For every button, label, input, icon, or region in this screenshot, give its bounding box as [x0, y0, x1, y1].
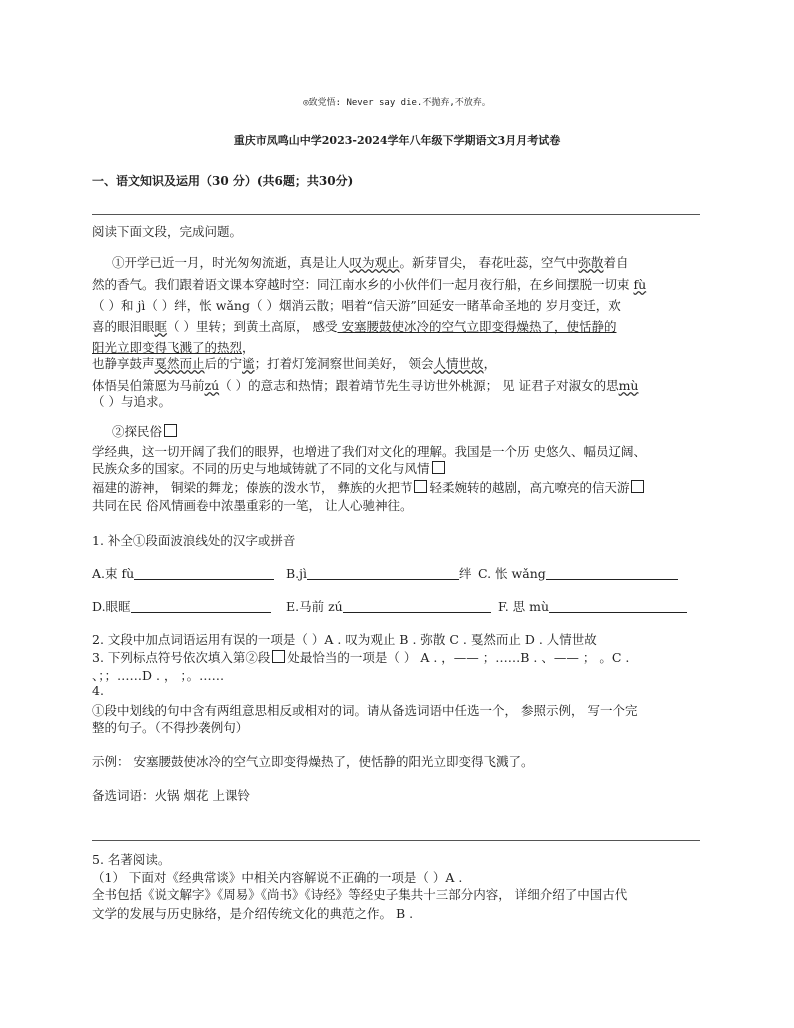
question-5-1: （1） 下面对《经典常谈》中相关内容解说不正确的一项是（ ）A .: [92, 870, 463, 885]
blank-box-2: [432, 461, 445, 474]
blank-box-1: [164, 424, 177, 437]
para1-line8: （ ）与追求。: [92, 394, 171, 409]
para2-head: ②探民俗: [112, 422, 179, 440]
blank-box-3: [414, 480, 427, 493]
para2-line2: 民族众多的国家。不同的历史与地域铸就了不同的文化与风情: [92, 459, 447, 477]
q5-option-a-line2: 文学的发展与历史脉络，是介绍传统文化的典范之作。 B .: [92, 906, 414, 921]
para1-line7: 体悟吴伯箫愿为马前zú（ ）的意志和热情；跟着靖节先生寻访世外桃源； 见 证君子对淑女的思mù: [92, 378, 639, 393]
question-4-line2: 整的句子。（不得抄袭例句）: [92, 720, 249, 735]
question-1: 1. 补全①段面波浪线处的汉字或拼音: [92, 533, 296, 548]
question-4-num: 4.: [92, 683, 104, 698]
question-4-line1: ①段中划线的句中含有两组意思相反或相对的词。请从备选词语中任选一个， 参照示例， 写一个完: [92, 703, 638, 718]
divider-top: [92, 214, 700, 215]
para1-line6: 也静享鼓声戛然而止后的宁谧；打着灯笼洞察世间美好， 领会人情世故，: [92, 356, 497, 371]
para1-line3: （ ）和 jì（ ）绊，怅 wǎng（ ）烟消云散；唱着“信天游”回延安一睹革命圣地的 岁月变迁，欢: [92, 298, 621, 313]
q5-option-a-line1: 全书包括《说文解字》《周易》《尚书》《诗经》等经史子集共十三部分内容， 详细介绍了中国古代: [92, 887, 628, 902]
section-heading: 一、语文知识及运用（30 分）(共6题；共30分): [92, 174, 354, 188]
example-sentence: 示例： 安塞腰鼓使冰冷的空气立即变得燥热了，使恬静的阳光立即变得飞溅了。: [92, 754, 534, 769]
para1-line4: 喜的眼泪眼眶（ ）里转；到黄土高原， 感受 安塞腰鼓使冰冷的空气立即变得燥热了，使恬静的: [92, 319, 617, 334]
answer-blank-b[interactable]: [307, 567, 459, 580]
para2-line4: 共同在民 俗风情画卷中浓墨重彩的一笔， 让人心驰神往。: [92, 498, 413, 513]
para1-line2: 然的香气。我们跟着语文课本穿越时空：同江南水乡的小伙伴们一起月夜行船，在乡间摆脱一切束 fù: [92, 277, 647, 292]
motto-line: ◎致党悟: Never say die.不抛弃,不放弃。: [303, 98, 491, 108]
q1-item-c: C. 怅 wǎng: [478, 564, 678, 582]
answer-blank-d[interactable]: [131, 600, 271, 613]
exam-title: 重庆市凤鸣山中学2023-2024学年八年级下学期语文3月月考试卷: [233, 134, 561, 147]
answer-blank-e[interactable]: [343, 600, 491, 613]
answer-blank-c[interactable]: [546, 567, 678, 580]
q1-item-d: D.眼眶: [92, 597, 271, 615]
q1-item-b: B.jì 绊: [286, 566, 472, 581]
question-3-cont: 、；；……D . ， ；。……: [92, 668, 225, 683]
candidate-words: 备选词语：火锅 烟花 上课铃: [92, 788, 250, 803]
reading-intro: 阅读下面文段，完成问题。: [92, 224, 243, 239]
answer-line[interactable]: [92, 840, 700, 841]
q1-item-f: F. 思 mù: [498, 597, 687, 615]
question-5: 5. 名著阅读。: [92, 852, 171, 867]
para1-line5: 阳光立即变得飞溅了的热烈，: [92, 340, 255, 355]
answer-blank-f[interactable]: [549, 600, 687, 613]
question-2: 2. 文段中加点词语运用有误的一项是（ ）A . 叹为观止 B . 弥散 C . 戛然而止 D . 人情世故: [92, 632, 597, 647]
para2-line1: 学经典，这一切开阔了我们的眼界，也增进了我们对文化的理解。我国是一个历 史悠久、幅员辽阔、: [92, 444, 646, 459]
para1-line1: ①开学已近一月，时光匆匆流逝，真是让人叹为观止。新芽冒尖， 春花吐蕊，空气中弥散着自: [112, 255, 629, 270]
para2-line3: 福建的游神， 铜梁的舞龙；傣族的泼水节， 彝族的火把节 轻柔婉转的越剧，高亢嘹亮的信天游: [92, 478, 646, 496]
answer-blank-a[interactable]: [134, 567, 274, 580]
q1-item-e: E.马前 zú: [286, 597, 491, 615]
question-3: 3. 下列标点符号依次填入第②段 处最恰当的一项是（ ） A . ，—— ；……B . 、—— ； 。C .: [92, 650, 630, 665]
q1-item-a: A.束 fù: [92, 564, 274, 582]
blank-box-4: [631, 480, 644, 493]
blank-box-ref: [272, 650, 285, 663]
